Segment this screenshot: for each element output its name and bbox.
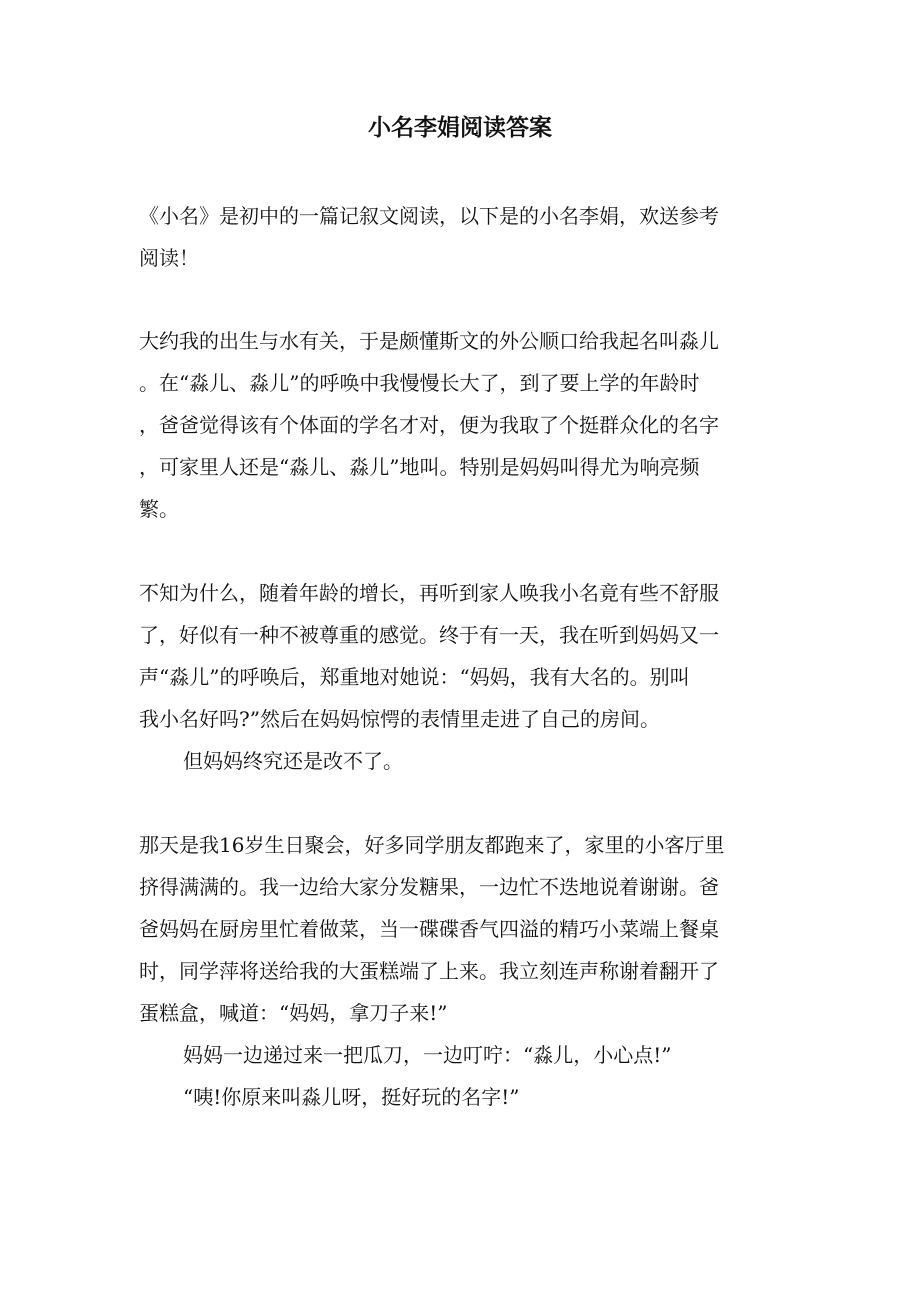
paragraph-line: 了，好似有一种不被尊重的感觉。终于有一天，我在听到妈妈又一: [139, 623, 719, 647]
paragraph-line: 《小名》是初中的一篇记叙文阅读，以下是的小名李娟，欢送参考: [139, 204, 719, 228]
paragraph-mother-warning: [139, 1034, 771, 1076]
paragraph-growing-up: [139, 572, 771, 740]
paragraph-line: 挤得满满的。我一边给大家分发糖果，一边忙不迭地说着谢谢。爸: [139, 875, 719, 899]
paragraph-line: 蛋糕盒，喊道：“妈妈，拿刀子来!”: [139, 1001, 448, 1025]
paragraph-line: 繁。: [139, 497, 179, 521]
paragraph-name-origin: [139, 320, 771, 530]
paragraph-line: 妈妈一边递过来一把瓜刀，一边叮咛：“淼儿，小心点!”: [183, 1043, 672, 1067]
document-title: 小名李娟阅读答案: [368, 114, 552, 141]
paragraph-line: 阅读！: [139, 246, 199, 270]
paragraph-line: ，爸爸觉得该有个体面的学名才对，便为我取了个挺群众化的名字: [139, 413, 719, 437]
paragraph-line: 但妈妈终究还是改不了。: [183, 749, 403, 773]
paragraph-line: 大约我的出生与水有关，于是颇懂斯文的外公顺口给我起名叫淼儿: [139, 329, 719, 353]
paragraph-mother-unchanged: [139, 740, 771, 782]
paragraph-line: 声“淼儿”的呼唤后，郑重地对她说：“妈妈，我有大名的。别叫: [139, 665, 690, 689]
paragraph-intro: [139, 195, 771, 279]
paragraph-line: 我小名好吗?”然后在妈妈惊愕的表情里走进了自己的房间。: [139, 707, 660, 731]
paragraph-line: 爸妈妈在厨房里忙着做菜，当一碟碟香气四溢的精巧小菜端上餐桌: [139, 917, 719, 941]
paragraph-classmate-remark: [139, 1076, 771, 1118]
paragraph-birthday: [139, 824, 771, 1034]
paragraph-line: 时，同学萍将送给我的大蛋糕端了上来。我立刻连声称谢着翻开了: [139, 959, 719, 983]
paragraph-line: ，可家里人还是“淼儿、淼儿”地叫。特别是妈妈叫得尤为响亮频: [139, 455, 700, 479]
paragraph-line: 。在“淼儿、淼儿”的呼唤中我慢慢长大了，到了要上学的年龄时: [139, 371, 700, 395]
paragraph-line: “咦!你原来叫淼儿呀，挺好玩的名字!”: [183, 1085, 520, 1109]
paragraph-line: 那天是我16岁生日聚会，好多同学朋友都跑来了，家里的小客厅里: [139, 833, 725, 857]
paragraph-line: 不知为什么，随着年龄的增长，再听到家人唤我小名竟有些不舒服: [139, 581, 719, 605]
